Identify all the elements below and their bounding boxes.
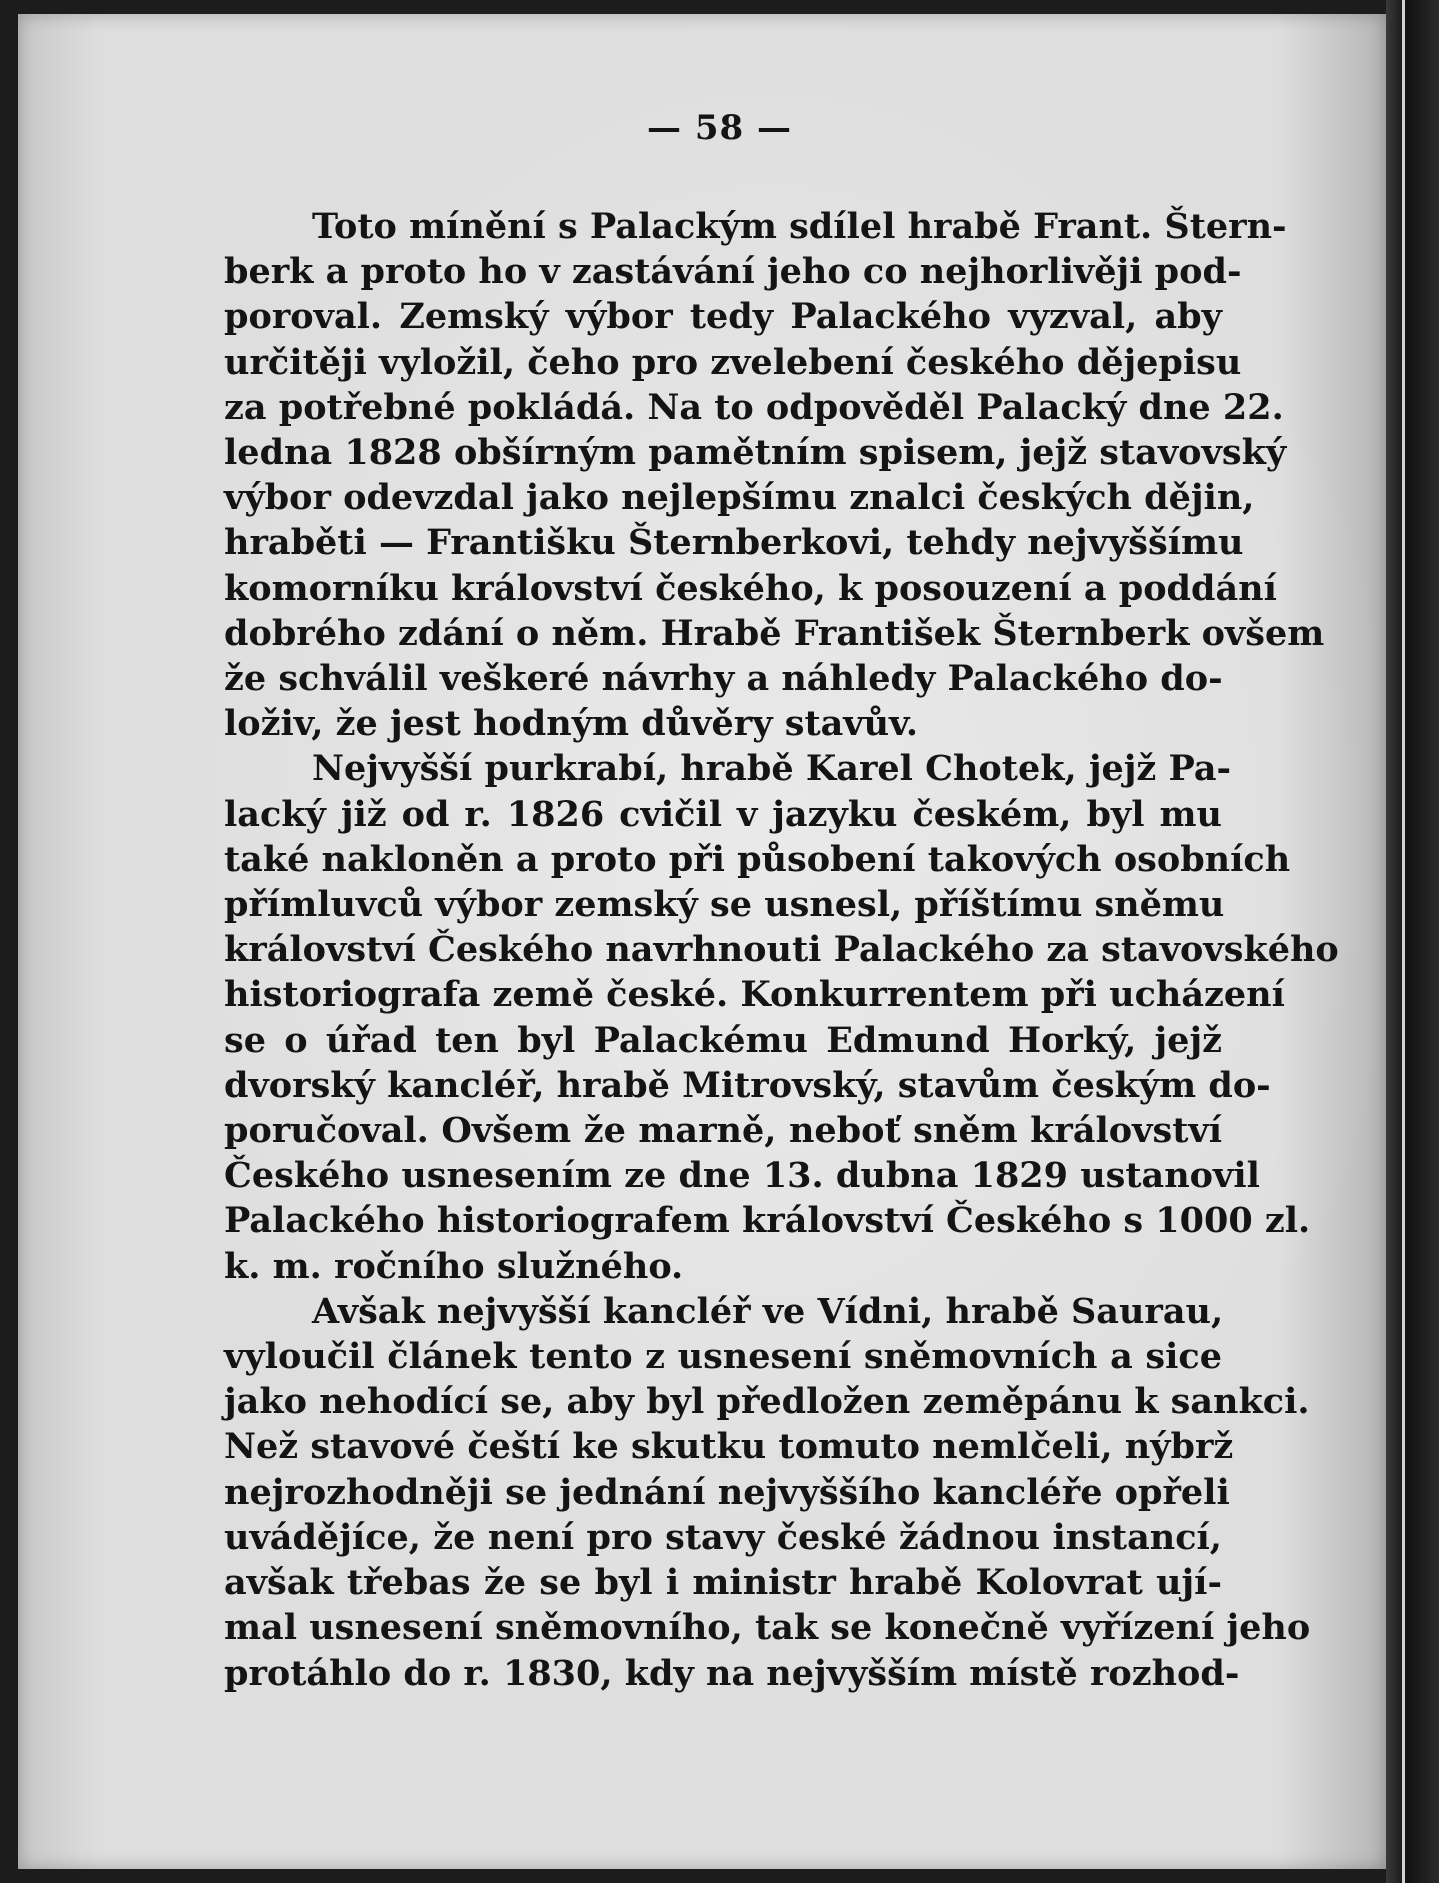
text-line: hraběti — Františku Šternberkovi, tehdy nejvyššímu bbox=[224, 522, 1244, 564]
text-line: protáhlo do r. 1830, kdy na nejvyšším místě rozhod- bbox=[224, 1652, 1240, 1694]
text-line: Avšak nejvyšší kancléř ve Vídni, hrabě Saurau, bbox=[312, 1290, 1224, 1332]
text-line: Českého usnesením ze dne 13. dubna 1829 ustanovil bbox=[224, 1155, 1260, 1197]
text-line: také nakloněn a proto při působení takových osobních bbox=[224, 838, 1291, 880]
text-line: dvorský kancléř, hrabě Mitrovský, stavům českým do- bbox=[224, 1064, 1271, 1106]
text-line: dobrého zdání o něm. Hrabě František Šternberk ovšem bbox=[224, 612, 1325, 654]
text-line: určitěji vyložil, čeho pro zvelebení českého dějepisu bbox=[224, 341, 1242, 383]
text-line: že schválil veškeré návrhy a náhledy Palackého do- bbox=[224, 658, 1223, 700]
text-line: uvádějíce, že není pro stavy české žádnou instancí, bbox=[224, 1516, 1222, 1558]
text-line: Než stavové čeští ke skutku tomuto nemlčeli, nýbrž bbox=[224, 1426, 1234, 1468]
paragraph-3 bbox=[224, 1289, 1311, 1696]
text-line: loživ, že jest hodným důvěry stavův. bbox=[224, 703, 919, 745]
text-line: Toto mínění s Palackým sdílel hrabě Frant. Štern- bbox=[312, 206, 1287, 247]
text-line: přímluvců výbor zemský se usnesl, příštímu sněmu bbox=[224, 884, 1225, 926]
text-line: historiografa země české. Konkurrentem při ucházení bbox=[224, 974, 1285, 1016]
paragraph-1 bbox=[224, 204, 1325, 746]
text-line: lacký již od r. 1826 cvičil v jazyku českém, byl mu bbox=[224, 793, 1222, 835]
book-gutter bbox=[1386, 0, 1439, 1883]
text-line: jako nehodící se, aby byl předložen zeměpánu k sankci. bbox=[224, 1381, 1310, 1423]
gutter-edge bbox=[1402, 0, 1405, 1883]
text-line: k. m. ročního služného. bbox=[224, 1245, 684, 1287]
text-line: království Českého navrhnouti Palackého za stavovského bbox=[224, 929, 1339, 971]
text-line: poručoval. Ovšem že marně, neboť sněm království bbox=[224, 1110, 1222, 1152]
text-line: poroval. Zemský výbor tedy Palackého vyzval, aby bbox=[224, 296, 1222, 338]
text-line: Nejvyšší purkrabí, hrabě Karel Chotek, jejž Pa- bbox=[312, 748, 1232, 790]
text-line: nejrozhodněji se jednání nejvyššího kancléře opřeli bbox=[224, 1471, 1230, 1513]
text-line: mal usnesení sněmovního, tak se konečně vyřízení jeho bbox=[224, 1607, 1311, 1649]
text-line: Palackého historiografem království Českého s 1000 zl. bbox=[224, 1200, 1311, 1242]
text-line: berk a proto ho v zastávání jeho co nejhorlivěji pod- bbox=[224, 251, 1242, 293]
text-line: avšak třebas že se byl i ministr hrabě Kolovrat ují- bbox=[224, 1562, 1222, 1604]
text-line: komorníku království českého, k posouzení a poddání bbox=[224, 567, 1277, 609]
text-line: za potřebné pokládá. Na to odpověděl Palacký dne 22. bbox=[224, 386, 1284, 428]
paragraph-2 bbox=[224, 746, 1339, 1288]
text-line: se o úřad ten byl Palackému Edmund Horký, jejž bbox=[224, 1019, 1222, 1061]
text-line: ledna 1828 obšírným pamětním spisem, jejž stavovský bbox=[224, 432, 1287, 474]
text-line: výbor odevzdal jako nejlepšímu znalci českých dějin, bbox=[224, 477, 1255, 519]
body-text bbox=[224, 204, 1339, 1696]
text-line: vyloučil článek tento z usnesení sněmovních a sice bbox=[224, 1336, 1222, 1378]
page-number: — 58 — bbox=[647, 108, 792, 148]
